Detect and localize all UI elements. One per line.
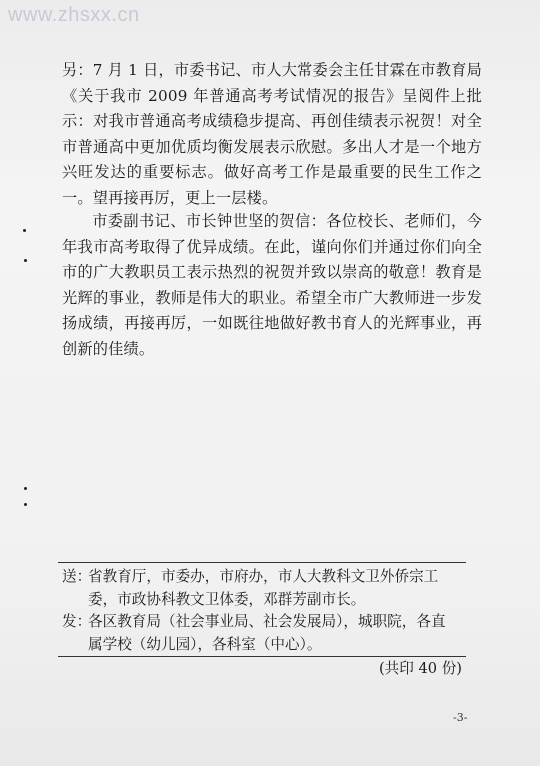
binding-hole-mark — [23, 229, 26, 232]
watermark: www.zhsxx.cn — [8, 4, 140, 26]
distribution-send-to — [62, 566, 466, 611]
binding-hole-mark — [24, 487, 27, 490]
page-number: -3- — [453, 711, 468, 724]
copy-recipients-line2: 属学校（幼儿园），各科室（中心）。 — [88, 635, 322, 653]
paragraph-congratulation-text: 市委副书记、市长钟世坚的贺信：各位校长、老师们，今年我市高考取得了优异成绩。在此，谨向你们并通过你们向全市的广大教职员工表示热烈的祝贺并致以崇高的敬意！教育是光辉的事业，教师是伟大的职业。希望全市广大教师进一步发扬成绩，再接再厉，一如既往地做好教书育人的光辉事业，再创新的佳绩。 — [62, 212, 482, 358]
copy-label: 发： — [62, 613, 92, 630]
print-count: (共印 40 份) — [378, 660, 462, 677]
distribution-top-rule — [58, 562, 466, 563]
paragraph-instruction: 另：7 月 1 日，市委书记、市人大常委会主任甘霖在市教育局《关于我市 2009 年普通高考考试情况的报告》呈阅件上批示：对我市普通高考成绩稳步提高、再创佳绩表示祝贺！对全市普通高中更加优质均衡发展表示欣慰。多出人才是一个地方兴旺发达的重要标志。做好高考工作是最重要的民生工作之一。望再接再厉，更上一层楼。 — [62, 61, 482, 207]
distribution-bottom-rule — [58, 656, 466, 657]
send-recipients-line1: 省教育厅，市委办，市府办，市人大教科文卫外侨宗工 — [88, 568, 439, 585]
binding-hole-mark — [24, 503, 27, 506]
distribution-issue-to — [62, 611, 466, 656]
binding-hole-mark — [24, 259, 27, 262]
send-recipients-line2: 委，市政协科教文卫体委，邓群芳副市长。 — [88, 590, 366, 608]
paragraph-congratulation — [62, 209, 482, 362]
copy-recipients-line1: 各区教育局（社会事业局、社会发展局），城职院，各直 — [88, 613, 446, 630]
send-label: 送： — [62, 568, 92, 585]
